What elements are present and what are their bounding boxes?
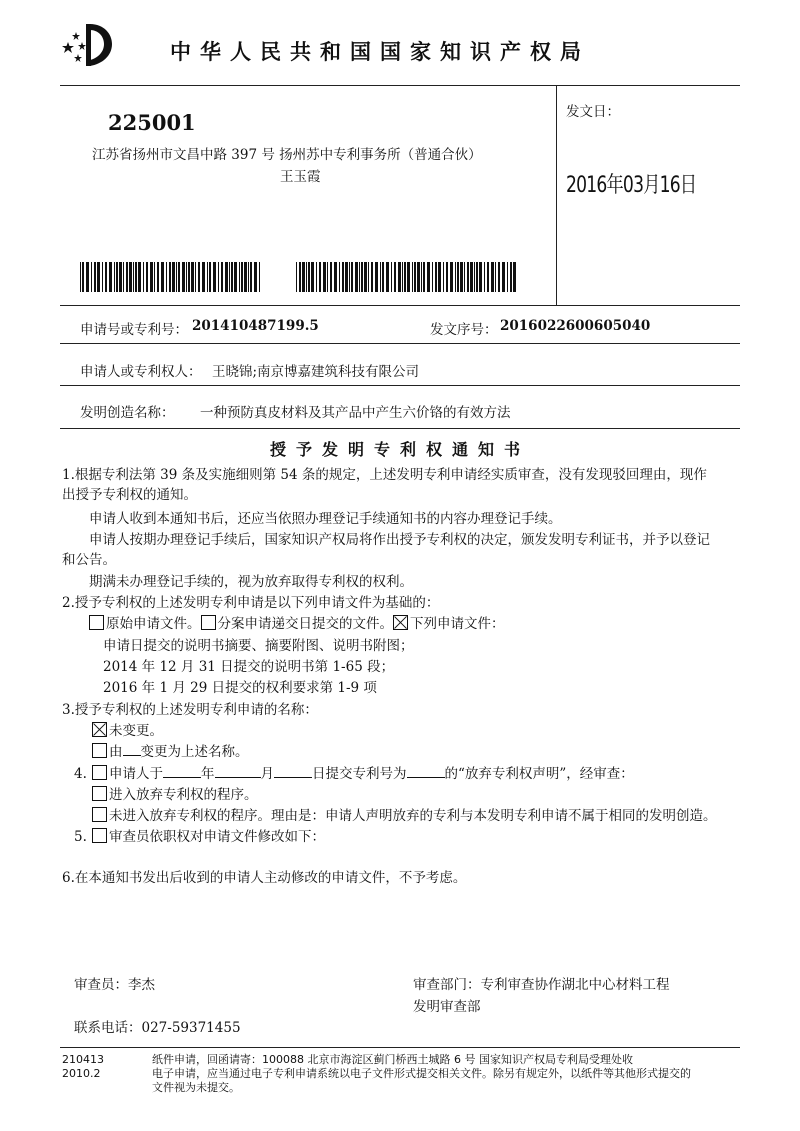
barcode-bar (355, 262, 358, 292)
barcode-bar (221, 262, 223, 292)
barcode-bar (467, 262, 469, 292)
barcode-bar (146, 262, 148, 292)
barcode-bar (80, 262, 81, 292)
document-line: 2014 年 12 月 31 日提交的说明书第 1-65 段； (103, 659, 395, 675)
postcode: 225001 (108, 110, 196, 135)
barcode-bar (250, 262, 252, 292)
barcode-bar (231, 262, 233, 292)
option-label: 未变更。 (109, 723, 163, 739)
basis-options (89, 614, 505, 634)
barcode-bar (202, 262, 205, 292)
footer-text: 电子申请，应当通过电子专利申请系统以电子文件形式提交相关文件。除另有规定外，以纸件等其他形式提交的 (152, 1067, 691, 1080)
barcode-bar (296, 262, 297, 292)
barcode-bar (334, 262, 337, 292)
barcode-bar (427, 262, 430, 292)
barcode-bar (364, 262, 367, 292)
option-label: 审查员依职权对申请文件修改如下： (109, 829, 325, 845)
barcode-bar (207, 262, 208, 292)
barcode-bar (97, 262, 100, 292)
blank-field (407, 765, 445, 778)
barcode-bar (178, 262, 180, 292)
examiner: 审查员：李杰 (74, 977, 155, 993)
barcode-bar (114, 262, 115, 292)
option-label: 年 (201, 766, 215, 782)
application-number: 201410487199.5 (192, 318, 319, 334)
barcode-bar (91, 262, 92, 292)
divider (60, 385, 740, 386)
barcode-bar (446, 262, 448, 292)
barcode-bar (450, 262, 453, 292)
option-label: 下列申请文件： (410, 616, 505, 632)
document-line: 申请日提交的说明书摘要、摘要附图、说明书附图； (103, 638, 414, 654)
barcode-bar (176, 262, 177, 292)
barcode-bar (143, 262, 144, 292)
recipient-name: 王玉霞 (280, 169, 321, 185)
barcode-bar (412, 262, 413, 292)
barcode-bar (126, 262, 128, 292)
option-row (92, 827, 325, 847)
barcode-bar (479, 262, 482, 292)
barcode-bar (302, 262, 305, 292)
option-label: 月 (260, 766, 274, 782)
barcode-bar (423, 262, 425, 292)
barcode-bar (349, 262, 350, 292)
barcode-bar (116, 262, 118, 292)
barcode-bar (407, 262, 410, 292)
barcode-bar (361, 262, 363, 292)
barcode-bar (386, 262, 389, 292)
option-label: 分案申请递交日提交的文件。 (217, 616, 393, 632)
examination-department: 发明审查部 (413, 999, 481, 1015)
barcode-bar (154, 262, 155, 292)
document-line: 2016 年 1 月 29 日提交的权利要求第 1-9 项 (103, 680, 377, 696)
barcode (296, 262, 517, 292)
option-label: 由 (109, 744, 123, 760)
barcode-bar (123, 262, 124, 292)
barcode-bar (225, 262, 228, 292)
examination-department: 审查部门：专利审查协作湖北中心材料工程 (413, 977, 670, 993)
barcode-bar (169, 262, 171, 292)
barcode-bar (484, 262, 485, 292)
option-label: 申请人于 (109, 766, 163, 782)
barcode-bar (135, 262, 137, 292)
barcode-bar (487, 262, 489, 292)
divider (60, 305, 740, 306)
option-label: 的“放弃专利权声明”，经审查： (444, 766, 634, 782)
barcode-bar (443, 262, 444, 292)
barcode-bar (327, 262, 328, 292)
barcode-bar (414, 262, 416, 292)
serial-number: 2016022600605040 (500, 318, 651, 334)
barcode-bar (421, 262, 422, 292)
paragraph: 和公告。 (62, 552, 116, 568)
barcode-bar (259, 262, 260, 292)
barcode-bar (133, 262, 134, 292)
checkbox-divisional[interactable] (201, 615, 216, 630)
barcode-bar (94, 262, 96, 292)
blank-field (215, 765, 261, 778)
option-label: 进入放弃专利权的程序。 (109, 787, 258, 803)
barcode-bar (299, 262, 301, 292)
barcode-bar (150, 262, 153, 292)
option-row (92, 806, 717, 826)
blank-field (163, 765, 201, 778)
barcode-bar (470, 262, 473, 292)
option-row (92, 785, 258, 805)
checkbox-entered[interactable] (92, 786, 107, 801)
barcode-bar (351, 262, 353, 292)
sipo-logo-icon (60, 20, 120, 70)
barcode-bar (186, 262, 187, 292)
barcode-bar (244, 262, 247, 292)
paragraph: 6.在本通知书发出后收到的申请人主动修改的申请文件，不予考虑。 (62, 870, 467, 886)
applicant: 王晓锦;南京博嘉建筑科技有限公司 (212, 364, 420, 380)
barcode-bar (464, 262, 465, 292)
paragraph: 申请人按期办理登记手续后，国家知识产权局将作出授予专利权的决定，颁发发明专利证书，并予以登记 (89, 532, 710, 548)
barcode-bar (359, 262, 360, 292)
barcode-bar (213, 262, 216, 292)
checkbox-changed[interactable] (92, 743, 107, 758)
serial-number-label: 发文序号： (430, 322, 498, 338)
barcode-bar (339, 262, 340, 292)
barcode-bar (380, 262, 381, 292)
barcode-bar (491, 262, 494, 292)
checkbox-following[interactable] (393, 615, 408, 630)
footer-text: 纸件申请，回函请寄：100088 北京市海淀区蓟门桥西土城路 6 号 国家知识产权局专利局受理处收 (152, 1053, 633, 1066)
barcode-bar (86, 262, 89, 292)
barcode-bar (510, 262, 512, 292)
barcode-bar (432, 262, 433, 292)
barcode-bar (102, 262, 103, 292)
barcode-bar (438, 262, 441, 292)
option-row (92, 721, 163, 741)
barcode-bar (402, 262, 403, 292)
divider (60, 428, 740, 429)
blank-field (123, 743, 141, 756)
barcode-bar (457, 262, 459, 292)
option-row (92, 742, 249, 762)
barcode-bar (476, 262, 478, 292)
barcode-bar (382, 262, 384, 292)
divider (60, 343, 740, 344)
barcode-bar (306, 262, 307, 292)
office-title: 中华人民共和国国家知识产权局 (170, 40, 590, 64)
barcode-bar (248, 262, 249, 292)
checkbox-not-entered[interactable] (92, 807, 107, 822)
applicant-label: 申请人或专利权人： (80, 364, 202, 380)
barcode-bar (316, 262, 317, 292)
barcode-bar (308, 262, 310, 292)
barcode-bar (455, 262, 456, 292)
barcode-bar (311, 262, 314, 292)
barcode-bar (198, 262, 200, 292)
barcode-bar (371, 262, 373, 292)
section-5-number: 5. (74, 829, 87, 845)
barcode-bar (391, 262, 392, 292)
barcode-bar (105, 262, 107, 292)
barcode-bar (182, 262, 185, 292)
barcode (80, 262, 262, 292)
option-label: 变更为上述名称。 (140, 744, 249, 760)
paragraph: 1.根据专利法第 39 条及实施细则第 54 条的规定，上述发明专利申请经实质审查，没有发现驳回理由，现作 (62, 467, 707, 483)
issue-date: 2016年03月16日 (566, 173, 697, 198)
recipient-address: 江苏省扬州市文昌中路 397 号 扬州苏中专利事务所（普通合伙） (92, 147, 482, 163)
checkbox-waiver[interactable] (92, 765, 107, 780)
barcode-bar (474, 262, 475, 292)
barcode-bar (234, 262, 237, 292)
checkbox-examiner-amend[interactable] (92, 828, 107, 843)
barcode-bar (129, 262, 132, 292)
option-label: 原始申请文件。 (106, 616, 201, 632)
option-label: 日提交专利号为 (312, 766, 407, 782)
barcode-bar (191, 262, 194, 292)
option-row (92, 764, 634, 784)
application-number-label: 申请号或专利号： (80, 322, 188, 338)
barcode-bar (157, 262, 159, 292)
form-code: 210413 (62, 1053, 104, 1066)
barcode-bar (498, 262, 500, 292)
barcode-bar (82, 262, 84, 292)
barcode-bar (109, 262, 112, 292)
barcode-bar (330, 262, 332, 292)
invention-title: 一种预防真皮材料及其产品中产生六价铬的有效方法 (200, 405, 511, 421)
barcode-bar (507, 262, 508, 292)
barcode-bar (218, 262, 219, 292)
checkbox-unchanged[interactable] (92, 722, 107, 737)
barcode-bar (138, 262, 141, 292)
barcode-bar (375, 262, 378, 292)
barcode-bar (229, 262, 230, 292)
barcode-bar (323, 262, 326, 292)
barcode-bar (119, 262, 122, 292)
form-version: 2010.2 (62, 1067, 101, 1080)
divider (60, 1047, 740, 1048)
section-4-number: 4. (74, 766, 87, 782)
barcode-bar (319, 262, 321, 292)
contact-phone: 联系电话：027-59371455 (74, 1020, 241, 1036)
checkbox-original[interactable] (89, 615, 104, 630)
barcode-bar (254, 262, 257, 292)
barcode-bar (460, 262, 463, 292)
barcode-bar (166, 262, 167, 292)
barcode-bar (209, 262, 211, 292)
barcode-bar (417, 262, 420, 292)
paragraph: 申请人收到本通知书后，还应当依照办理登记手续通知书的内容办理登记手续。 (89, 511, 562, 527)
footer-text: 文件视为未提交。 (152, 1081, 240, 1094)
paragraph: 3.授予专利权的上述发明专利申请的名称： (62, 702, 318, 718)
paragraph: 2.授予专利权的上述发明专利申请是以下列申请文件为基础的： (62, 595, 440, 611)
paragraph: 期满未办理登记手续的，视为放弃取得专利权的权利。 (89, 574, 413, 590)
invention-title-label: 发明创造名称： (80, 405, 175, 421)
barcode-bar (241, 262, 243, 292)
barcode-bar (195, 262, 196, 292)
notice-title: 授予发明专利权通知书 (269, 440, 530, 459)
barcode-bar (502, 262, 505, 292)
divider (60, 85, 740, 86)
barcode-bar (435, 262, 437, 292)
barcode-bar (495, 262, 496, 292)
barcode-bar (404, 262, 406, 292)
barcode-bar (368, 262, 369, 292)
option-label: 未进入放弃专利权的程序。理由是：申请人声明放弃的专利与本发明专利申请不属于相同的发明创造。 (109, 808, 717, 824)
barcode-bar (188, 262, 190, 292)
barcode-bar (398, 262, 401, 292)
barcode-bar (513, 262, 516, 292)
barcode-bar (239, 262, 240, 292)
barcode-bar (172, 262, 175, 292)
barcode-bar (394, 262, 396, 292)
barcode-bar (345, 262, 348, 292)
paragraph: 出授予专利权的通知。 (62, 487, 197, 503)
divider (556, 85, 557, 305)
blank-field (274, 765, 312, 778)
issue-date-label: 发文日： (566, 104, 620, 120)
barcode-bar (342, 262, 344, 292)
barcode-bar (161, 262, 164, 292)
